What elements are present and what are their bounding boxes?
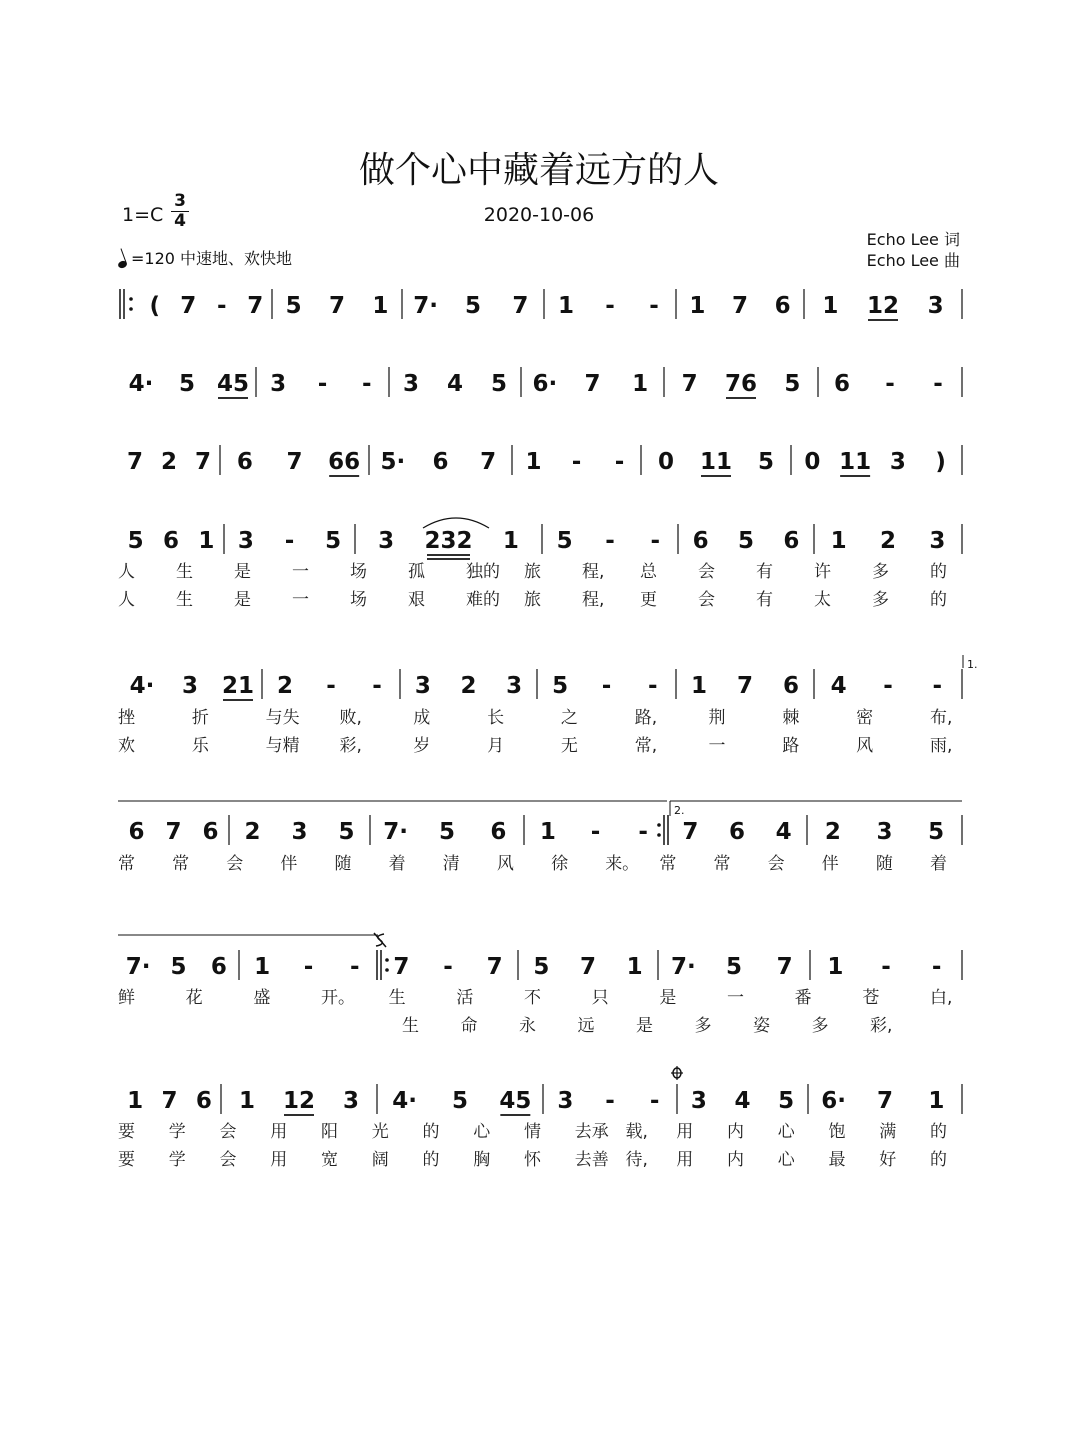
note: 1 — [525, 449, 542, 475]
note: - — [614, 449, 625, 475]
lyric-syllable: 的 — [930, 1150, 947, 1170]
score-system-6 — [118, 815, 962, 874]
lyric-syllable: 生 — [176, 590, 193, 610]
note: 1 — [372, 293, 389, 319]
lyric-syllable: 满 — [879, 1122, 897, 1142]
lyric-syllable: 程, — [582, 590, 605, 610]
note: - — [326, 673, 336, 699]
lyric-syllable: 与失 — [265, 708, 300, 728]
note: 7 — [165, 819, 182, 845]
note: 1 — [822, 293, 839, 319]
lyric-syllable: 生 — [402, 1016, 419, 1036]
note: 5 — [778, 1088, 795, 1114]
lyric-syllable: 心 — [473, 1122, 491, 1142]
lyric-syllable: 徐 — [551, 854, 569, 874]
note: 3 — [378, 528, 395, 554]
note: ( — [149, 293, 161, 319]
note: 7 — [681, 371, 698, 397]
lyric-syllable: 用 — [676, 1150, 694, 1170]
note: 45 — [216, 371, 250, 397]
note: 2 — [460, 673, 477, 699]
note: 7· — [413, 293, 439, 319]
note: 12 — [282, 1088, 316, 1114]
lyric-syllable: 最 — [828, 1150, 846, 1170]
note: 5 — [533, 954, 550, 980]
note: 3 — [237, 528, 254, 554]
note: - — [881, 954, 891, 980]
lyric-syllable: 是 — [234, 590, 251, 610]
time-signature-bottom: 4 — [174, 211, 186, 231]
lyric-syllable: 路, — [634, 708, 658, 728]
note: 1 — [830, 528, 847, 554]
note: 6· — [821, 1088, 847, 1114]
lyric-syllable: 总 — [640, 562, 657, 582]
note: 1 — [254, 954, 271, 980]
note: - — [931, 954, 942, 980]
lyric-syllable: 有 — [756, 562, 773, 582]
note: 6 — [210, 954, 227, 980]
lyric-syllable: 常 — [118, 854, 135, 874]
lyric-syllable: 有 — [756, 590, 773, 610]
lyric-syllable: 阳 — [321, 1122, 338, 1142]
note: ) — [935, 449, 946, 475]
slur — [423, 518, 489, 528]
note: 3 — [557, 1088, 574, 1114]
note: 3 — [342, 1088, 360, 1114]
lyric-syllable: 远 — [577, 1016, 595, 1036]
lyric-syllable: 活 — [456, 988, 474, 1008]
lyric-syllable: 怀 — [524, 1150, 541, 1170]
note: 7· — [125, 954, 151, 980]
lyric-syllable: 好 — [879, 1150, 897, 1170]
note: 5 — [464, 293, 482, 319]
note: 1 — [238, 1088, 256, 1114]
note: - — [885, 371, 895, 397]
note: 7 — [393, 954, 410, 980]
lyric-syllable: 艰 — [408, 590, 425, 610]
lyric-syllable: 用 — [270, 1122, 288, 1142]
lyric-syllable: 开。 — [321, 988, 355, 1008]
note: 1 — [502, 528, 519, 554]
note: 11 — [839, 449, 872, 475]
note: 5 — [170, 954, 187, 980]
tempo-text: =120 中速地、欢快地 — [131, 249, 293, 268]
note: 7· — [670, 954, 696, 980]
lyric-syllable: 旅 — [524, 590, 541, 610]
note: - — [933, 371, 943, 397]
note: 4· — [392, 1088, 418, 1114]
note: 0 — [657, 449, 675, 475]
note: 45 — [499, 1088, 532, 1114]
lyric-syllable: 饱 — [828, 1122, 846, 1142]
lyric-syllable: 会 — [698, 562, 715, 582]
note: 1 — [827, 954, 844, 980]
lyric-syllable: 随 — [334, 854, 352, 874]
note: 4· — [129, 673, 155, 699]
note: 7 — [584, 371, 601, 397]
note: - — [571, 449, 582, 475]
lyric-syllable: 更 — [640, 590, 657, 610]
note: 5 — [127, 528, 144, 554]
lyric-syllable: 会 — [767, 854, 785, 874]
lyric-syllable: 许 — [814, 562, 831, 582]
lyric-syllable: 伴 — [280, 854, 298, 874]
lyric-syllable: 载, — [625, 1122, 648, 1142]
lyric-syllable: 的 — [930, 1122, 947, 1142]
lyric-syllable: 去承 — [574, 1122, 609, 1142]
note: 7 — [736, 673, 754, 699]
note: 76 — [724, 371, 758, 397]
lyric-syllable: 败, — [339, 708, 362, 728]
note: 5 — [725, 954, 743, 980]
lyric-syllable: 场 — [350, 590, 367, 610]
note: - — [601, 673, 612, 699]
note: - — [883, 673, 893, 699]
lyric-syllable: 生 — [176, 562, 193, 582]
lyric-syllable: 用 — [676, 1122, 694, 1142]
note: 5 — [784, 371, 801, 397]
lyric-syllable: 学 — [168, 1150, 186, 1170]
note: 7 — [480, 449, 497, 475]
note: 7 — [486, 954, 503, 980]
lyric-syllable: 雨, — [930, 736, 953, 756]
note: 7 — [776, 954, 793, 980]
lyric-syllable: 不 — [524, 988, 541, 1008]
note: 6 — [833, 371, 851, 397]
note: - — [284, 528, 295, 554]
lyric-syllable: 是 — [234, 562, 251, 582]
note: 4· — [128, 371, 154, 397]
lyric-syllable: 苍 — [862, 988, 880, 1008]
note: - — [605, 1088, 615, 1114]
volta-first-label: 1. — [967, 658, 978, 671]
lyric-syllable: 难的 — [466, 590, 500, 610]
lyric-syllable: 命 — [460, 1016, 478, 1036]
note: 6 — [162, 528, 180, 554]
lyric-syllable: 来。 — [605, 854, 640, 874]
lyric-syllable: 常, — [634, 736, 658, 756]
song-title: 做个心中藏着远方的人 — [358, 150, 719, 191]
lyric-syllable: 欢 — [118, 736, 135, 756]
note: 1 — [928, 1088, 945, 1114]
lyric-syllable: 是 — [636, 1016, 653, 1036]
lyric-syllable: 岁 — [413, 736, 431, 756]
note: 12 — [866, 293, 900, 319]
key-signature: 1=C — [122, 204, 164, 226]
lyric-syllable: 的 — [930, 562, 947, 582]
lyric-syllable: 盛 — [253, 988, 271, 1008]
note: 6· — [532, 371, 558, 397]
lyric-syllable: 会 — [219, 1122, 237, 1142]
lyric-syllable: 用 — [270, 1150, 288, 1170]
lyric-syllable: 心 — [777, 1150, 795, 1170]
note: 3 — [291, 819, 308, 845]
note: 6 — [128, 819, 145, 845]
note: 2 — [824, 819, 841, 845]
lyric-syllable: 心 — [777, 1122, 795, 1142]
lyric-syllable: 会 — [219, 1150, 237, 1170]
note: 7 — [194, 449, 212, 475]
lyric-syllable: 会 — [226, 854, 244, 874]
note: 5 — [757, 449, 775, 475]
note: 11 — [699, 449, 733, 475]
note: 5 — [556, 528, 573, 554]
lyric-syllable: 永 — [519, 1016, 536, 1036]
lyric-syllable: 成 — [413, 708, 431, 728]
lyric-syllable: 孤 — [408, 562, 425, 582]
note: 3 — [270, 371, 287, 397]
volta-second-label: 2. — [674, 804, 685, 817]
note: 7 — [512, 293, 529, 319]
lyric-syllable: 姿 — [753, 1016, 770, 1036]
lyric-syllable: 多 — [872, 590, 889, 610]
note: 232 — [424, 528, 473, 554]
lyric-syllable: 之 — [560, 708, 578, 728]
note: 2 — [276, 673, 294, 699]
lyric-syllable: 乐 — [191, 736, 209, 756]
note: 1 — [539, 819, 556, 845]
note: 5 — [325, 528, 342, 554]
lyric-syllable: 密 — [856, 708, 874, 728]
lyric-syllable: 白, — [930, 988, 953, 1008]
lyric-syllable: 多 — [811, 1016, 829, 1036]
note: 3 — [414, 673, 431, 699]
note: - — [932, 673, 943, 699]
lyric-syllable: 一 — [727, 988, 744, 1008]
lyric-syllable: 场 — [350, 562, 367, 582]
lyric-syllable: 学 — [168, 1122, 186, 1142]
lyric-syllable: 伴 — [821, 854, 839, 874]
lyric-syllable: 胸 — [473, 1150, 491, 1170]
note: - — [638, 819, 648, 845]
lyric-syllable: 折 — [191, 708, 209, 728]
note: 3 — [402, 371, 420, 397]
lyric-syllable: 布, — [930, 708, 953, 728]
note: 3 — [690, 1088, 707, 1114]
lyric-syllable: 花 — [185, 988, 203, 1008]
note: 7 — [161, 1088, 178, 1114]
note: - — [372, 673, 382, 699]
score-system-8 — [118, 1084, 962, 1170]
lyric-syllable: 一 — [292, 590, 309, 610]
lyric-syllable: 情 — [524, 1122, 541, 1142]
lyric-syllable: 常 — [713, 854, 731, 874]
lyric-syllable: 与精 — [265, 736, 300, 756]
note: - — [605, 528, 615, 554]
note: - — [649, 1088, 660, 1114]
note: 5 — [285, 293, 302, 319]
lyric-syllable: 路 — [782, 736, 800, 756]
note: 1 — [690, 673, 708, 699]
note: 1 — [127, 1088, 144, 1114]
note: 7 — [328, 293, 346, 319]
note: 6 — [432, 449, 449, 475]
segno-icon — [374, 933, 386, 947]
note: - — [649, 293, 659, 319]
lyric-syllable: 光 — [371, 1122, 389, 1142]
time-signature-top: 3 — [174, 191, 186, 211]
lyric-syllable: 宽 — [321, 1150, 338, 1170]
note: 5 — [451, 1088, 469, 1114]
note: 5 — [438, 819, 456, 845]
note: 4 — [734, 1088, 751, 1114]
lyric-syllable: 多 — [694, 1016, 712, 1036]
date: 2020-10-06 — [483, 204, 595, 226]
note: 7 — [126, 449, 144, 475]
note: 7 — [682, 819, 699, 845]
composer-credit: Echo Lee 曲 — [866, 251, 960, 270]
note: - — [350, 954, 360, 980]
note: 1 — [632, 371, 649, 397]
note: 7 — [247, 293, 264, 319]
note: 6 — [692, 528, 709, 554]
lyric-syllable: 人 — [118, 562, 135, 582]
lyric-syllable: 一 — [708, 736, 726, 756]
note: 7 — [180, 293, 197, 319]
note: 4 — [775, 819, 792, 845]
lyric-syllable: 棘 — [782, 708, 800, 728]
note: 4 — [830, 673, 847, 699]
note: 3 — [876, 819, 893, 845]
note: - — [443, 954, 453, 980]
lyric-syllable: 着 — [930, 854, 947, 874]
lyric-syllable: 一 — [292, 562, 309, 582]
lyric-syllable: 内 — [727, 1122, 744, 1142]
lyric-syllable: 风 — [856, 736, 874, 756]
lyric-syllable: 清 — [442, 854, 460, 874]
note: 7 — [286, 449, 303, 475]
note: - — [648, 673, 658, 699]
note: - — [362, 371, 372, 397]
lyric-syllable: 常 — [172, 854, 190, 874]
lyric-syllable: 荆 — [708, 708, 726, 728]
lyric-syllable: 彩, — [339, 736, 362, 756]
lyric-syllable: 的 — [422, 1150, 440, 1170]
note: 3 — [506, 673, 523, 699]
note: 6 — [782, 673, 800, 699]
note: 0 — [804, 449, 821, 475]
lyric-syllable: 多 — [872, 562, 889, 582]
lyric-syllable: 月 — [487, 736, 505, 756]
note: 2 — [244, 819, 261, 845]
lyric-syllable: 的 — [930, 590, 947, 610]
note: 3 — [929, 528, 946, 554]
note: 5 — [338, 819, 355, 845]
lyric-syllable: 会 — [698, 590, 715, 610]
note: 4 — [446, 371, 464, 397]
note: 3 — [181, 673, 199, 699]
lyric-syllable: 风 — [496, 854, 514, 874]
lyric-syllable: 程, — [582, 562, 605, 582]
note: 6 — [728, 819, 746, 845]
lyric-syllable: 长 — [487, 708, 505, 728]
note: - — [590, 819, 601, 845]
note: - — [303, 954, 314, 980]
note: 5 — [178, 371, 196, 397]
lyric-syllable: 是 — [659, 988, 677, 1008]
note: 5 — [737, 528, 755, 554]
lyric-syllable: 要 — [118, 1122, 135, 1142]
lyric-syllable: 只 — [591, 988, 609, 1008]
note: 21 — [221, 673, 255, 699]
note: 1 — [198, 528, 215, 554]
note: 7 — [579, 954, 597, 980]
note: 6 — [774, 293, 791, 319]
lyric-syllable: 内 — [727, 1150, 744, 1170]
note: 5 — [928, 819, 945, 845]
note: 6 — [202, 819, 219, 845]
lyricist-credit: Echo Lee 词 — [866, 230, 960, 249]
note: 6 — [783, 528, 800, 554]
note: 2 — [879, 528, 897, 554]
note: 7 — [731, 293, 749, 319]
note: 7 — [876, 1088, 894, 1114]
note: 3 — [889, 449, 906, 475]
note: 66 — [328, 449, 361, 475]
note: - — [216, 293, 227, 319]
note: 2 — [160, 449, 178, 475]
note: 5 — [490, 371, 508, 397]
note: 5 — [552, 673, 569, 699]
score-system-4 — [118, 524, 962, 610]
note: 1 — [626, 954, 643, 980]
score-system-7 — [118, 950, 962, 1036]
lyric-syllable: 番 — [794, 988, 812, 1008]
note: 6 — [195, 1088, 212, 1114]
lyric-syllable: 待, — [625, 1150, 648, 1170]
lyric-syllable: 无 — [560, 736, 578, 756]
lyric-syllable: 彩, — [870, 1016, 893, 1036]
lyric-syllable: 随 — [875, 854, 893, 874]
lyric-syllable: 旅 — [524, 562, 541, 582]
note: 3 — [927, 293, 944, 319]
lyric-syllable: 要 — [118, 1150, 135, 1170]
lyric-syllable: 的 — [422, 1122, 440, 1142]
note: 6 — [490, 819, 507, 845]
note: - — [650, 528, 661, 554]
lyric-syllable: 挫 — [118, 708, 135, 728]
score-system-3 — [127, 445, 962, 476]
note: 6 — [236, 449, 253, 475]
lyric-syllable: 鲜 — [118, 988, 135, 1008]
coda-icon — [671, 1066, 683, 1080]
lyric-syllable: 常 — [659, 854, 677, 874]
score-system-5 — [118, 669, 962, 756]
note: 7· — [383, 819, 409, 845]
note: 5· — [380, 449, 406, 475]
lyric-syllable: 去善 — [574, 1150, 609, 1170]
note: 1 — [689, 293, 706, 319]
lyric-syllable: 阔 — [371, 1150, 389, 1170]
lyric-syllable: 独的 — [466, 562, 500, 582]
note: - — [605, 293, 615, 319]
lyric-syllable: 太 — [814, 590, 831, 610]
score-system-1 — [120, 289, 962, 320]
note: - — [317, 371, 328, 397]
note: 1 — [557, 293, 575, 319]
lyric-syllable: 生 — [388, 988, 406, 1008]
lyric-syllable: 人 — [118, 590, 135, 610]
lyric-syllable: 着 — [388, 854, 406, 874]
score-system-2 — [129, 367, 962, 398]
